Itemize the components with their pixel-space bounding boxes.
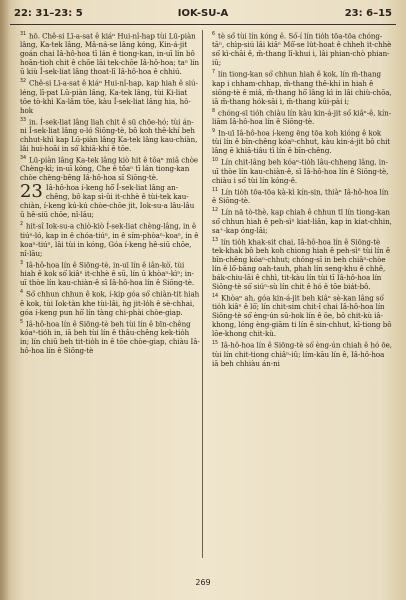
- verse-paragraph: [212, 236, 392, 291]
- verse-paragraph: [20, 288, 200, 316]
- verse-number: 6: [212, 32, 216, 37]
- verse-number: 33: [20, 117, 27, 123]
- page-number: 269: [195, 578, 211, 587]
- verse-paragraph: [212, 292, 392, 338]
- verse-number: 2: [20, 222, 24, 228]
- chapter-number: 23: [20, 181, 43, 203]
- verse-number: 9: [212, 129, 216, 135]
- verse-number: 12: [212, 208, 219, 214]
- verse-paragraph: [212, 339, 392, 367]
- header-rule: [10, 24, 396, 25]
- verse-text: Lín chit-lâng beh kóaⁿ-tio̍h lâu-chheng lâng, in-uī thòe lín kau-chiàn-ê, sī Iâ-hô-hoa lín ê Siōng-tè, chiàu i só͘ tùi lín kóng-ê.: [212, 157, 389, 185]
- left-text-column: [20, 30, 200, 558]
- verse-number: 13: [212, 237, 219, 243]
- verse-paragraph: [20, 77, 200, 114]
- verse-paragraph: [20, 318, 200, 355]
- verse-text: in. Í-sek-liat lâng liah chit ê sū chōe-hó; tùi án-ni Í-sek-liat lâng o-ló Siōng-tè, bô koh thê-khí beh chhut-khì kap Lū-piàn lâng Ka-tek lâng kau-chiàn, lâi hui-hoāi in só͘ khiā-khí ê tōe.: [20, 117, 198, 154]
- book-spine-shadow: [0, 0, 10, 600]
- verse-text: tè só͘ tùi lín kóng ê. Só͘-í lín tio̍h tōa-tōa chóng-tāⁿ, chìp-siú lâi kiâⁿ Mô͘-se lu̍t-hoat ê chheh it-chhè só͘ kì-chāi ê, m̄-thang lī-khui i, lâi phian-chò phian-iū;: [212, 31, 392, 68]
- verse-number: 5: [20, 319, 24, 325]
- header-book-title: IOK-SU-A: [177, 8, 229, 19]
- verse-paragraph: [212, 127, 392, 155]
- verse-paragraph: [20, 30, 200, 76]
- verse-number: 31: [20, 32, 27, 37]
- verse-text: chóng-sī tio̍h chiàu lín kàu kin-á-jit só͘ kiâⁿ-ê, kín-liām Iâ-hô-hoa lín ê Siōng-tè.: [212, 108, 392, 127]
- verse-text: lín tiong-kan só͘ chhun hiah ê kok, lín m̄-thang kap i chham-chhap, m̄-thang thê-khí in hiah ê siōng-tè ê miâ, m̄-thang hō͘ lâng kì in lâi chiù-chōa, iā m̄-thang hók-sāi i, m̄-thang kūi-pài i;: [212, 69, 392, 106]
- verse-text: hit-sî Iok-su-a chiò-kiò Í-sek-liat chèng-lâng, in ê tiúⁿ-ló, kap in ê chóa-tiúⁿ, in ê sím-phòaⁿ-koaⁿ, in ê koaⁿ-tiúⁿ, lâi tùi in kóng, Góa í-keng hê-siū chōe, nî-lāu;: [20, 221, 199, 258]
- header-left-reference: 22: 31–23: 5: [14, 8, 83, 19]
- verse-text: Iâ-hô-hoa lín ê Siōng-tè, in-uī lín ê iân-kò͘, tùi hiah ê kok só͘ kiâⁿ it-chhè ê sū, lín ū khòaⁿ-kìⁿ; in-uī thòe lín kau-chiàn-ê sī Iâ-hô-hoa lín ê Siōng-tè.: [20, 260, 195, 288]
- verse-paragraph: [20, 259, 200, 287]
- verse-text: Lū-piàn lâng Ka-tek lâng kiò hit ê tôaⁿ miâ chòe Chèng-kì; in-uī kóng, Che ê tôaⁿ tī lán tiong-kan chòe chèng-bêng Iâ-hô-hoa sī Siōng-tè.: [20, 155, 199, 183]
- verse-paragraph: [20, 220, 200, 257]
- verse-paragraph: [212, 186, 392, 205]
- verse-text: Lín tio̍h tōa-tōa kà-kì kín-sin, thiàⁿ Iâ-hô-hoa lín ê Siōng-tè.: [212, 187, 389, 206]
- verse-text: Iâ-hô-hoa lín ê Siōng-tè beh tùi lín ê bīn-chêng kóaⁿ-tio̍h in, iā beh tùi lín ê thâu-chêng kek-tio̍h in; lín chiū beh tit-tio̍h in ê tōe chòe-giap, chiàu Iâ-hô-hoa lín ê Siōng-tè: [20, 318, 200, 355]
- verse-text: Khòaⁿ ah, góa kin-á-jit beh kiâⁿ sè-kan lâng só͘ tio̍h kiâⁿ ê lō͘; lín chit-sim chit-î chai Iâ-hô-hoa lín Siōng-tè só͘ èng-ún sū-hok lín ê ōe, bô chit-kù iâ-khong, lóng èng-giām ti lín ê sin-chhut, kī-tiong bô lōe-khong chit-kù.: [212, 293, 392, 339]
- verse-number: 10: [212, 158, 219, 164]
- verse-paragraph: [212, 68, 392, 105]
- column-divider: [202, 30, 203, 558]
- verse-paragraph: [212, 156, 392, 184]
- verse-text: Iâ-hô-hoa í-keng hō͘ Í-sek-liat lâng an-chêng, bô kap sì-ûi it-chhè ê tùi-tek kau-chiàn, í-keng kú-kú chòe-chōe jit, Iok-su-a lâu-lâu ū hê-siū chōe, nî-lāu;: [20, 183, 195, 220]
- verse-number: 7: [212, 70, 216, 76]
- verse-number: 8: [212, 108, 216, 114]
- verse-text: Lín nā tò-thè, kap chiah ê chhun tī lín tiong-kan só͘ chhun hiah ê peh-sìⁿ kiat-liân, kap in kiat-chhin, sa⁺-kap óng-lâi;: [212, 207, 392, 235]
- verse-paragraph: [212, 206, 392, 234]
- verse-paragraph: [20, 116, 200, 153]
- verse-text: In-uī Iâ-hô-hoa í-keng ēng tōa koh kióng ê kok tùi lín ê bīn-chêng kóaⁿ-chhut, kàu kin-á-jit bô chit lâng ē khiā-tiâu tī lín ê bīn-chêng.: [212, 128, 391, 156]
- verse-number: 4: [20, 290, 24, 296]
- verse-number: 15: [212, 341, 219, 347]
- verse-number: 3: [20, 260, 24, 266]
- page-header: [8, 8, 398, 22]
- verse-number: 14: [212, 293, 219, 299]
- verse-text: Chê-si Lī-a-sat ê kiáⁿ Hui-nî-hap, kap hiah ê siú-léng, lī-pat Lū-piàn lâng, Ka-tek lâng, tùi Ki-liat tōe tò-khì Ka-lâm tōe, kàu Í-sek-liat lâng hia, hô-hok: [20, 78, 198, 115]
- verse-number: 34: [20, 156, 27, 162]
- verse-text: Iâ-hô-hoa lín ê Siōng-tè só͘ èng-ún chiah ê hó ōe, tùi lín chit-tiong chiâⁿ-iû; lím-kāu lín ê, Iâ-hô-hoa iā beh chhiàu án-ni: [212, 340, 392, 368]
- verse-number: 32: [20, 79, 27, 85]
- right-text-column: [212, 30, 392, 558]
- verse-text: Só͘ chhun chhun ê kok, í-kip góa só͘ chiàn-tit hiah ê kok, tùi Iok-tàn khe tùi-lâi, ǹg jit-lo̍h ê sè-chhai, góa í-keng pun hō͘ lín tàng chi-phài chòe-giap.: [20, 289, 200, 317]
- verse-number: 11: [212, 187, 219, 193]
- verse-paragraph: [20, 183, 200, 219]
- verse-text: hō. Chê-si Lī-a-sat ê kiáⁿ Hui-nî-hap tùi Lū-piàn lâng, Ka-tek lâng, Mâ-ná-se lâng kóng, Kin-á-jit goán chai Iâ-hô-hoa tī lán ê tiong-kan, in-uī lín bô hoān-tioh chit ê chōe lâi tek-chōe Iâ-hô-hoa; taⁿ lín ū kiù Í-sek-liat lâng thoat-lī Iâ-hô-hoa ê chhiú.: [20, 31, 200, 77]
- verse-paragraph: [212, 107, 392, 126]
- header-right-reference: 23: 6–15: [344, 8, 392, 19]
- verse-paragraph: [20, 154, 200, 182]
- verse-paragraph: [212, 30, 392, 67]
- verse-text: lín tio̍h khak-sit chai, Iâ-hô-hoa lín ê Siōng-tè tek-khak bô beh koh chiong hiah ê peh-sìⁿ tùi lín ê bīn-chêng kóaⁿ-chhut; chóng-sī in beh chiâⁿ-chòe lín ê lô͘-bāng oah-tauh, phah lín seng-khu ê chhê, bák-chiu-lāi ê chhì, tit-kàu lín tùi tī Iâ-hô-hoa lín Siōng-tè só͘ siúⁿ-sù lín chit ê hó ê tōe bia̍t-bô.: [212, 236, 390, 291]
